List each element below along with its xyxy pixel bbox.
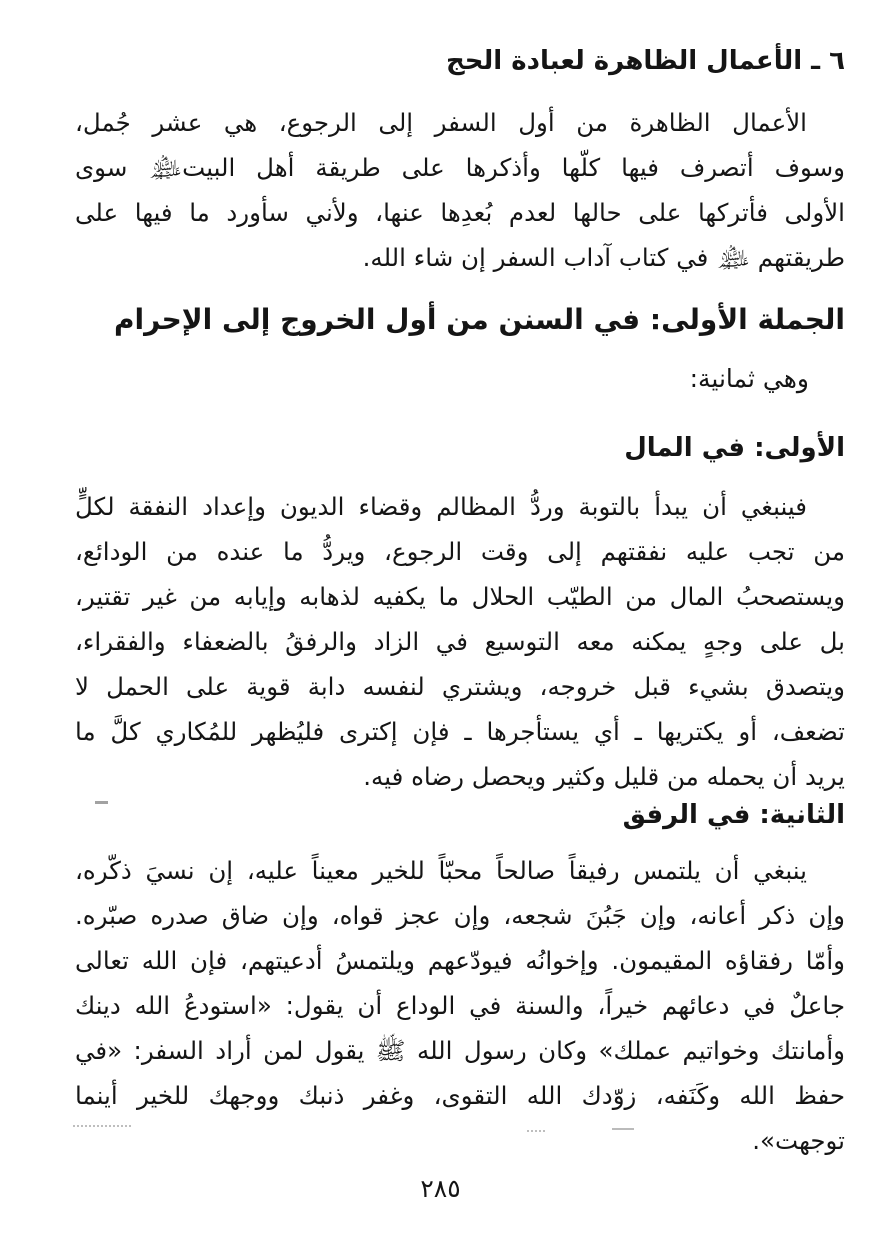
text-line: ينبغي أن يلتمس رفيقاً صالحاً محبّاً للخير معيناً عليه، إن نسيَ ذكّره، (75, 856, 807, 885)
text-line: طريقتهم ﵈ في كتاب آداب السفر إن شاء الله. (362, 243, 845, 272)
scan-artifact (612, 1128, 634, 1130)
section-heading: الجملة الأولى: في السنن من أول الخروج إلى الإحرام (114, 303, 845, 336)
section-intro-line: وهي ثمانية: (689, 364, 809, 393)
scan-artifact (73, 1125, 131, 1127)
scan-artifact (527, 1130, 545, 1132)
intro-paragraph (75, 100, 845, 280)
text-line: وأمانتك وخواتيم عملك» وكان رسول الله ﷺ يقول لمن أراد السفر: «في (75, 1036, 845, 1065)
page-title: ٦ ـ الأعمال الظاهرة لعبادة الحج (446, 46, 845, 76)
text-line: بل على وجهٍ يمكنه معه التوسيع في الزاد والرفقُ بالضعفاء والفقراء، (75, 627, 845, 656)
text-line: وسوف أتصرف فيها كلّها وأذكرها على طريقة أهل البيت﵈ سوى (75, 153, 845, 182)
text-line: حفظ الله وكَنَفه، زوّدك الله التقوى، وغفر ذنبك ووجهك للخير أينما (75, 1081, 845, 1110)
money-paragraph (75, 484, 845, 799)
subsection-heading-money: الأولى: في المال (624, 433, 845, 463)
text-line: يريد أن يحمله من قليل وكثير ويحصل رضاه فيه. (363, 762, 845, 791)
text-line: تضعف، أو يكتريها ـ أي يستأجرها ـ فإن إكترى فليُظهر للمُكاري كلَّ ما (75, 717, 845, 746)
page-number: ٢٨٥ (420, 1174, 461, 1203)
text-line: ويتصدق بشيء قبل خروجه، ويشتري لنفسه دابة قوية على الحمل لا (75, 672, 845, 701)
text-line: جاعلٌ في دعائهم خيراً، والسنة في الوداع أن يقول: «استودعُ الله دينك (75, 991, 845, 1020)
text-line: الأعمال الظاهرة من أول السفر إلى الرجوع، هي عشر جُمل، (75, 108, 807, 137)
text-line: ويستصحبُ المال من الطيّب الحلال ما يكفيه لذهابه وإيابه من غير تقتير، (75, 582, 845, 611)
text-line: وأمّا رفقاؤه المقيمون. وإخوانُه فيودّعهم ويلتمسُ أدعيتهم، فإن الله تعالى (75, 946, 845, 975)
text-line: توجهت». (752, 1126, 845, 1155)
text-line: من تجب عليه نفقتهم إلى وقت الرجوع، ويردُّ ما عنده من الودائع، (75, 537, 845, 566)
scan-artifact (95, 801, 108, 804)
text-line: الأولى فأتركها على حالها لعدم بُعدِها عنها، ولأني سأورد ما فيها على (75, 198, 845, 227)
text-line: وإن ذكر أعانه، وإن جَبُنَ شجعه، وإن عجز قواه، وإن ضاق صدره صبّره. (75, 901, 845, 930)
companionship-paragraph (75, 848, 845, 1163)
subsection-heading-companionship: الثانية: في الرفق (622, 800, 845, 830)
text-line: فينبغي أن يبدأ بالتوبة وردُّ المظالم وقضاء الديون وإعداد النفقة لكلٍّ (75, 492, 807, 521)
